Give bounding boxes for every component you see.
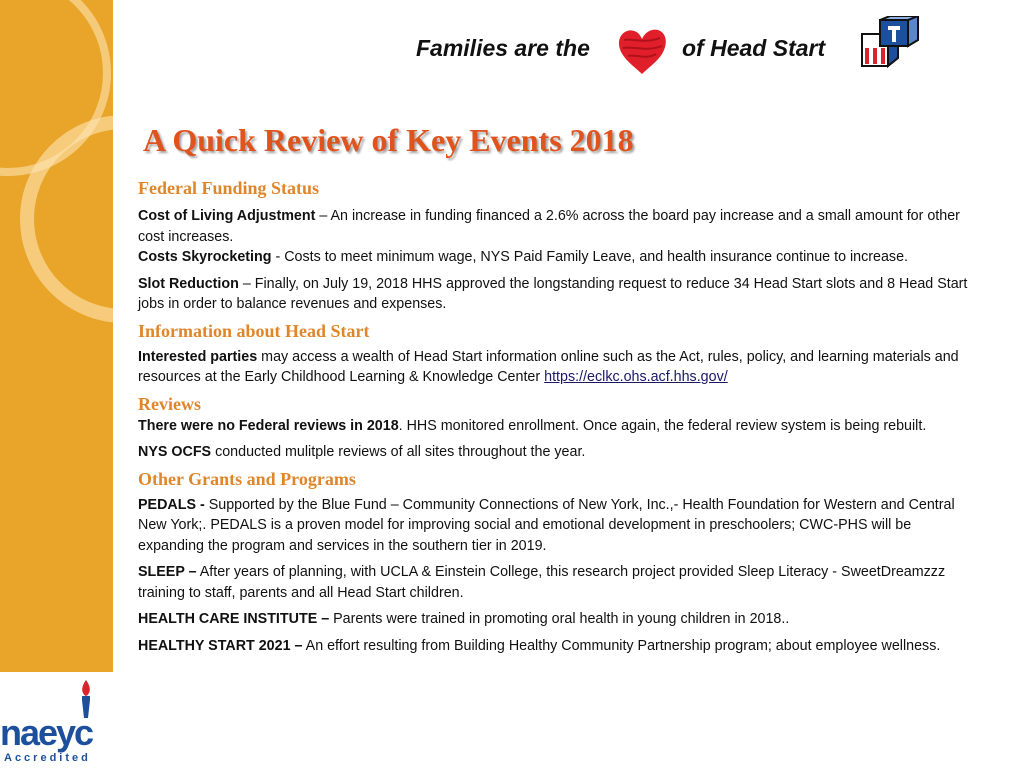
costs-text: - Costs to meet minimum wage, NYS Paid Family Leave, and health insurance continue to increase. [271,249,909,265]
healthy-start-text: An effort resulting from Building Healthy Community Partnership program; about employee wellness. [302,637,941,654]
info-lead: Interested parties [138,348,258,365]
reviews-lead: There were no Federal reviews in 2018 [138,417,399,434]
sidebar-decoration [0,0,113,672]
sleep-text: After years of planning, with UCLA & Einstein College, this research project provided Sleep Literacy - SweetDreamzzz training to staff, parents and all Head Start children. [138,564,946,601]
section-heading-grants: Other Grants and Programs [138,468,356,489]
slot-paragraph [138,274,968,315]
reviews-text: . HHS monitored enrollment. Once again, the federal review system is being rebuilt. [398,417,927,434]
info-text: may access a wealth of Head Start information online such as the Act, rules, policy, and learning materials and resources at the Early Childhood Learning & Knowledge Center [138,348,959,385]
slot-lead: Slot Reduction [138,275,239,292]
tagline-right: of Head Start [682,35,826,61]
pedals-text: Supported by the Blue Fund – Community Connections of New York, Inc.,- Health Foundation for Western and Central New York;. PEDALS is a proven model for improving social and emotional development in preschoolers; CWC-PHS will be expanding the program and services in the southern tier in 2019. [138,496,955,554]
eclkc-link[interactable]: https://eclkc.ohs.acf.hhs.gov/ [544,369,728,385]
ocfs-lead: NYS OCFS [138,444,212,460]
hci-lead: HEALTH CARE INSTITUTE – [138,611,330,627]
hci-text: Parents were trained in promoting oral health in young children in 2018.. [329,611,790,627]
healthy-start-paragraph [138,636,968,657]
reviews-paragraph [138,416,968,437]
cola-lead: Cost of Living Adjustment [138,208,316,224]
section-heading-reviews: Reviews [138,393,201,414]
cola-text: – An increase in funding financed a 2.6% across the board pay increase and a small amount for other cost increases. [138,208,960,245]
pedals-paragraph [138,495,968,557]
sleep-paragraph [138,562,968,603]
tagline-left: Families are the [416,35,590,61]
head-start-blocks-logo [858,16,922,70]
section-heading-info: Information about Head Start [138,320,370,341]
heart-icon [614,24,670,78]
content-body [138,176,968,656]
naeyc-accredited-label: Accredited [4,752,91,764]
info-paragraph [138,347,968,388]
costs-lead: Costs Skyrocketing [138,249,272,265]
ocfs-paragraph [138,442,968,463]
sleep-lead: SLEEP – [138,564,197,580]
healthy-start-lead: HEALTHY START 2021 – [138,637,303,654]
page-title: A Quick Review of Key Events 2018 [143,122,634,158]
ocfs-text: conducted mulitple reviews of all sites throughout the year. [211,444,586,460]
naeyc-wordmark: naeyc [0,712,93,753]
slot-text: – Finally, on July 19, 2018 HHS approved the longstanding request to reduce 34 Head Start slots and 8 Head Start jobs in order to balance revenues and expenses. [138,275,968,312]
pedals-lead: PEDALS - [138,496,205,513]
cola-paragraph [138,206,968,247]
section-heading-federal-funding: Federal Funding Status [138,178,320,198]
costs-paragraph [138,247,968,268]
hci-paragraph [138,609,968,630]
